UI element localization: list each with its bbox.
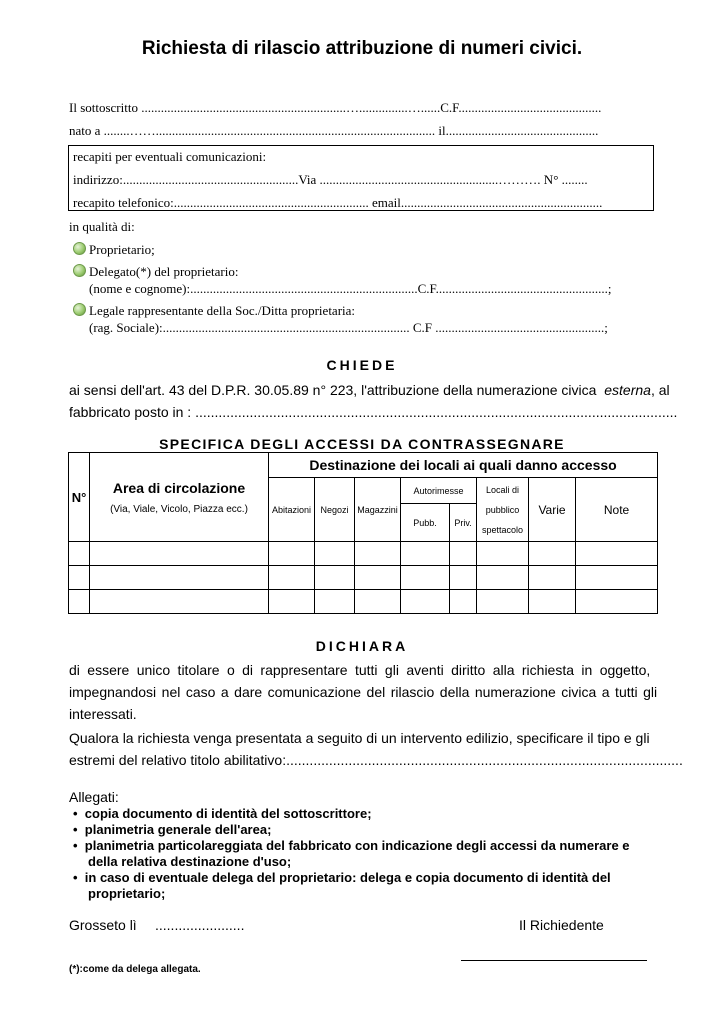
green-radio-bullet-icon[interactable] xyxy=(73,264,86,277)
page-title: Richiesta di rilascio attribuzione di numeri civici. xyxy=(141,38,583,59)
table-cell[interactable] xyxy=(576,590,658,614)
green-radio-bullet-icon[interactable] xyxy=(73,303,86,316)
table-cell[interactable] xyxy=(355,590,401,614)
address-line[interactable]: indirizzo:......................................................Via .......................................................………. N° ........ xyxy=(73,172,588,187)
table-cell[interactable] xyxy=(529,590,576,614)
signature-line[interactable] xyxy=(461,960,647,961)
col-abitazioni: Abitazioni xyxy=(269,478,315,542)
allegato-3a: planimetria particolareggiata del fabbricato con indicazione degli accessi da numerare e xyxy=(84,838,630,853)
dichiara-p1-l2: impegnandosi nel caso a dare comunicazione del rilascio della numerazione civica a tutti gli xyxy=(69,684,658,700)
allegato-2: planimetria generale dell'area; xyxy=(84,822,272,837)
table-cell[interactable] xyxy=(315,566,355,590)
table-cell[interactable] xyxy=(355,566,401,590)
col-dest-header: Destinazione dei locali ai quali danno accesso xyxy=(269,453,658,478)
allegati-label: Allegati: xyxy=(69,789,119,805)
chiede-heading: CHIEDE xyxy=(326,357,398,373)
table-cell[interactable] xyxy=(477,542,529,566)
option-legale-label: Legale rappresentante della Soc./Ditta proprietaria: xyxy=(89,303,356,318)
footnote: (*):come da delega allegata. xyxy=(69,964,201,975)
allegati-list xyxy=(73,806,630,902)
option-legale[interactable] xyxy=(73,303,355,319)
allegato-1: copia documento di identità del sottoscrittore; xyxy=(84,806,372,821)
chiede-text-a: ai sensi dell'art. 43 del D.P.R. 30.05.89 n° 223, l'attribuzione della numerazione civica xyxy=(69,382,597,398)
signer-label: Il Richiedente xyxy=(519,917,604,933)
col-priv: Priv. xyxy=(450,504,477,542)
date-field[interactable]: ....................... xyxy=(155,917,245,933)
legale-name-line[interactable]: (rag. Sociale):............................................................................ C.F ....................................................; xyxy=(89,320,608,335)
fabbricato-line[interactable]: fabbricato posto in : ............................................................................................................................ xyxy=(69,404,678,420)
access-table xyxy=(68,452,658,614)
table-cell[interactable] xyxy=(69,542,90,566)
contact-box-title: recapiti per eventuali comunicazioni: xyxy=(73,149,267,164)
table-cell[interactable] xyxy=(401,590,450,614)
dichiara-p2-l1: Qualora la richiesta venga presentata a seguito di un intervento edilizio, specificare il tipo e gli xyxy=(69,730,650,746)
col-note: Note xyxy=(576,478,658,542)
table-row[interactable] xyxy=(69,590,658,614)
table-cell[interactable] xyxy=(529,542,576,566)
chiede-text-em: esterna xyxy=(604,382,651,398)
phone-email-line[interactable]: recapito telefonico:............................................................ email.............................................................. xyxy=(73,195,603,210)
chiede-text-b: , al xyxy=(650,382,670,398)
list-item: • planimetria generale dell'area; xyxy=(73,822,272,837)
table-cell[interactable] xyxy=(477,566,529,590)
table-cell[interactable] xyxy=(450,566,477,590)
col-negozi: Negozi xyxy=(315,478,355,542)
table-cell[interactable] xyxy=(315,542,355,566)
table-cell[interactable] xyxy=(269,566,315,590)
col-pubb: Pubb. xyxy=(401,504,450,542)
table-heading: SPECIFICA DEGLI ACCESSI DA CONTRASSEGNARE xyxy=(159,436,565,452)
table-cell[interactable] xyxy=(69,566,90,590)
col-locali-3: spettacolo xyxy=(481,524,524,535)
list-item: • copia documento di identità del sottoscrittore; xyxy=(73,806,372,821)
applicant-name-line[interactable]: Il sottoscritto ...............................................................…...............…......C.F............................................ xyxy=(69,100,602,115)
list-item: • planimetria particolareggiata del fabbricato con indicazione degli accessi da numerare e xyxy=(73,838,630,853)
table-cell[interactable] xyxy=(69,590,90,614)
col-area-header xyxy=(90,453,269,542)
option-delegato-label: Delegato(*) del proprietario: xyxy=(89,264,239,279)
table-row[interactable] xyxy=(69,542,658,566)
allegato-4b: proprietario; xyxy=(88,886,166,901)
dichiara-p1-l3: interessati. xyxy=(69,706,137,722)
col-area-title: Area di circolazione xyxy=(112,479,246,496)
applicant-birth-line[interactable]: nato a ........……...................................................................................... il............................................... xyxy=(69,123,599,138)
allegato-4a: in caso di eventuale delega del proprietario: delega e copia documento di identità del xyxy=(84,870,611,885)
option-delegato[interactable] xyxy=(73,264,238,280)
green-radio-bullet-icon[interactable] xyxy=(73,242,86,255)
table-cell[interactable] xyxy=(450,590,477,614)
option-proprietario-label: Proprietario; xyxy=(89,242,155,257)
table-cell[interactable] xyxy=(576,566,658,590)
col-varie: Varie xyxy=(529,478,576,542)
delegato-name-line[interactable]: (nome e cognome):......................................................................C.F.....................................................; xyxy=(89,281,612,296)
table-cell[interactable] xyxy=(477,590,529,614)
table-cell[interactable] xyxy=(401,542,450,566)
table-cell[interactable] xyxy=(315,590,355,614)
table-cell[interactable] xyxy=(576,542,658,566)
col-locali-2: pubblico xyxy=(485,504,520,515)
col-autorimesse: Autorimesse xyxy=(401,478,477,504)
col-area-subtitle: (Via, Viale, Vicolo, Piazza ecc.) xyxy=(110,503,248,515)
table-cell[interactable] xyxy=(269,542,315,566)
table-cell[interactable] xyxy=(401,566,450,590)
titolo-abilitativo-line[interactable]: estremi del relativo titolo abilitativo:...................................................................................................... xyxy=(69,752,683,768)
place-label: Grosseto lì xyxy=(69,917,137,933)
table-cell[interactable] xyxy=(529,566,576,590)
col-locali xyxy=(477,478,529,542)
col-n-header: N° xyxy=(69,453,90,542)
table-cell[interactable] xyxy=(355,542,401,566)
chiede-line-1 xyxy=(69,382,670,398)
quality-label: in qualità di: xyxy=(69,219,135,234)
col-magazzini: Magazzini xyxy=(355,478,401,542)
allegato-3b: della relativa destinazione d'uso; xyxy=(88,854,292,869)
table-cell[interactable] xyxy=(90,542,269,566)
table-cell[interactable] xyxy=(90,566,269,590)
option-proprietario[interactable] xyxy=(73,242,155,258)
table-row[interactable] xyxy=(69,566,658,590)
dichiara-heading: DICHIARA xyxy=(315,638,409,654)
dichiara-p1-l1: di essere unico titolare o di rappresentare tutti gli aventi diritto alla richiesta in oggetto, xyxy=(69,662,651,678)
table-cell[interactable] xyxy=(269,590,315,614)
col-locali-1: Locali di xyxy=(485,484,520,495)
table-cell[interactable] xyxy=(450,542,477,566)
list-item: • in caso di eventuale delega del proprietario: delega e copia documento di identità del xyxy=(73,870,611,885)
table-cell[interactable] xyxy=(90,590,269,614)
